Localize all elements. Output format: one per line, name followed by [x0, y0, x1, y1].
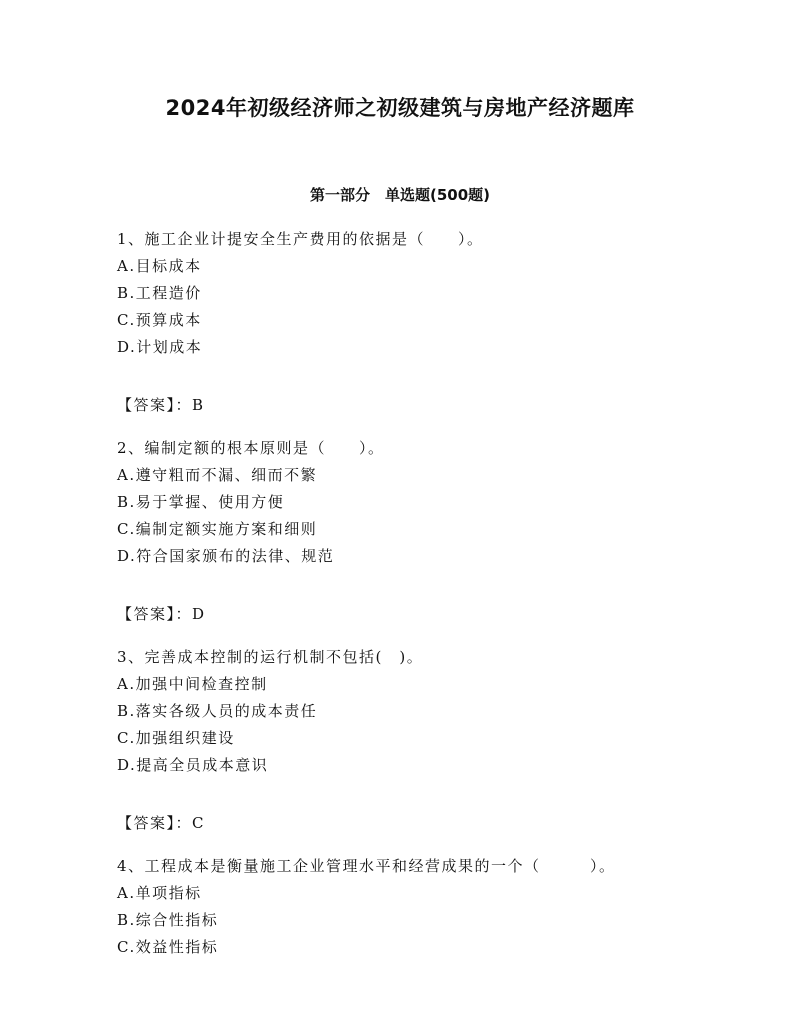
- option-b: B.综合性指标: [117, 911, 219, 929]
- question-stem: 3、完善成本控制的运行机制不包括( )。: [117, 648, 424, 666]
- question-stem: 1、施工企业计提安全生产费用的依据是（ ）。: [117, 230, 484, 248]
- option-c: C.效益性指标: [117, 938, 219, 956]
- answer-line: [117, 392, 757, 419]
- answer-label: 【答案】：: [117, 396, 193, 414]
- option-b: B.工程造价: [117, 284, 202, 302]
- question-list: [117, 226, 757, 961]
- question-stem: 4、工程成本是衡量施工企业管理水平和经营成果的一个（ ）。: [117, 857, 616, 875]
- answer-value: C: [192, 814, 205, 832]
- question-stem: 2、编制定额的根本原则是（ ）。: [117, 439, 385, 457]
- answer-line: [117, 601, 757, 628]
- answer-line: [117, 810, 757, 837]
- answer-label: 【答案】：: [117, 814, 193, 832]
- option-c: C.预算成本: [117, 311, 202, 329]
- option-a: A.遵守粗而不漏、细而不繁: [117, 466, 318, 484]
- option-d: D.符合国家颁布的法律、规范: [117, 547, 335, 565]
- option-a: A.目标成本: [117, 257, 202, 275]
- option-d: D.计划成本: [117, 338, 203, 356]
- answer-label: 【答案】：: [117, 605, 193, 623]
- option-a: A.单项指标: [117, 884, 202, 902]
- section-title: 第一部分 单选题(500题): [309, 186, 491, 204]
- answer-value: B: [192, 396, 205, 414]
- option-a: A.加强中间检查控制: [117, 675, 268, 693]
- question-1: [117, 226, 757, 419]
- option-b: B.易于掌握、使用方便: [117, 493, 285, 511]
- question-3: [117, 644, 757, 837]
- document-title: 2024年初级经济师之初级建筑与房地产经济题库: [165, 96, 635, 120]
- option-d: D.提高全员成本意识: [117, 756, 269, 774]
- question-2: [117, 435, 757, 628]
- answer-value: D: [192, 605, 206, 623]
- option-b: B.落实各级人员的成本责任: [117, 702, 318, 720]
- option-c: C.加强组织建设: [117, 729, 235, 747]
- option-c: C.编制定额实施方案和细则: [117, 520, 318, 538]
- question-4: [117, 853, 757, 961]
